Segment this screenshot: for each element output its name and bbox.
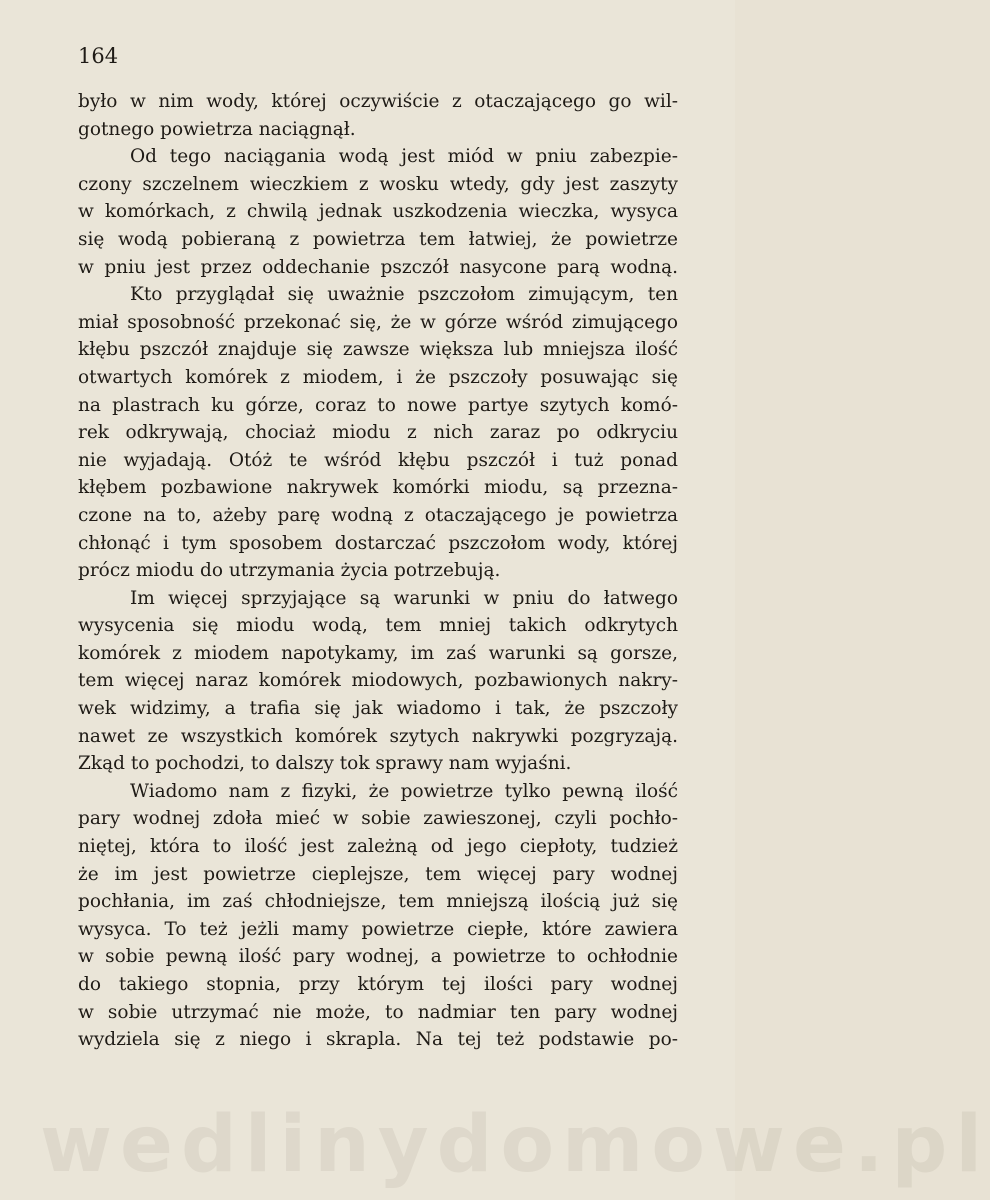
text-line: czone na to, ażeby parę wodną z otaczającego je powietrza [78, 504, 678, 526]
text-line: niętej, która to ilość jest zależną od jego ciepłoty, tudzież [78, 836, 678, 858]
text-line: w komórkach, z chwilą jednak uszkodzenia wieczka, wysyca [78, 201, 678, 223]
text-line: w pniu jest przez oddechanie pszczół nasycone parą wodną. [78, 256, 678, 278]
text-line: że im jest powietrze cieplejsze, tem więcej pary wodnej [78, 863, 678, 885]
page-number: 164 [78, 44, 119, 68]
text-line: się wodą pobieraną z powietrza tem łatwiej, że powietrze [78, 228, 678, 250]
text-line: Im więcej sprzyjające są warunki w pniu do łatwego [130, 587, 678, 609]
watermark: wedlinydomowe.pl [40, 1100, 990, 1190]
text-line: było w nim wody, której oczywiście z otaczającego go wil- [78, 91, 678, 112]
text-line: nawet ze wszystkich komórek szytych nakrywki pozgryzają. [78, 725, 678, 747]
text-line: wysycenia się miodu wodą, tem mniej takich odkrytych [78, 615, 678, 637]
text-line: miał sposobność przekonać się, że w górze wśród zimującego [78, 311, 678, 333]
text-line: otwartych komórek z miodem, i że pszczoły posuwając się [78, 366, 678, 388]
text-line: na plastrach ku górze, coraz to nowe partye szytych komó- [78, 394, 678, 416]
text-line: wydziela się z niego i skrapla. Na tej też podstawie po- [78, 1029, 678, 1051]
text-line: nie wyjadają. Otóż te wśród kłębu pszczół i tuż ponad [78, 449, 678, 471]
text-line: kłębu pszczół znajduje się zawsze większa lub mniejsza ilość [78, 339, 678, 361]
text-line: w sobie utrzymać nie może, to nadmiar ten pary wodnej [78, 1001, 678, 1023]
text-line: w sobie pewną ilość pary wodnej, a powietrze to ochłodnie [78, 946, 678, 968]
text-line: komórek z miodem napotykamy, im zaś warunki są gorsze, [78, 642, 678, 664]
text-line: Kto przyglądał się uważnie pszczołom zimującym, ten [130, 284, 678, 306]
body-text [78, 88, 678, 1054]
text-line: kłębem pozbawione nakrywek komórki miodu, są przezna- [78, 477, 678, 499]
text-line: pary wodnej zdoła mieć w sobie zawieszonej, czyli pochło- [78, 808, 678, 830]
text-line: Wiadomo nam z fizyki, że powietrze tylko pewną ilość [130, 780, 678, 802]
text-line: pochłania, im zaś chłodniejsze, tem mniejszą ilością już się [78, 891, 678, 913]
text-line: Zkąd to pochodzi, to dalszy tok sprawy nam wyjaśni. [78, 753, 572, 775]
text-line: wek widzimy, a trafia się jak wiadomo i tak, że pszczoły [78, 698, 678, 720]
text-line: czony szczelnem wieczkiem z wosku wtedy, gdy jest zaszyty [78, 173, 678, 195]
text-line: wysyca. To też jeżli mamy powietrze ciepłe, które zawiera [78, 918, 678, 940]
text-line: gotnego powietrza naciągnął. [78, 118, 356, 140]
text-line: Od tego naciągania wodą jest miód w pniu zabezpie- [130, 146, 678, 168]
text-line: chłonąć i tym sposobem dostarczać pszczołom wody, której [78, 532, 678, 554]
text-line: do takiego stopnia, przy którym tej ilości pary wodnej [78, 974, 678, 995]
text-line: prócz miodu do utrzymania życia potrzebują. [78, 560, 501, 582]
text-line: rek odkrywają, chociaż miodu z nich zaraz po odkryciu [78, 422, 678, 444]
text-line: tem więcej naraz komórek miodowych, pozbawionych nakry- [78, 670, 678, 692]
